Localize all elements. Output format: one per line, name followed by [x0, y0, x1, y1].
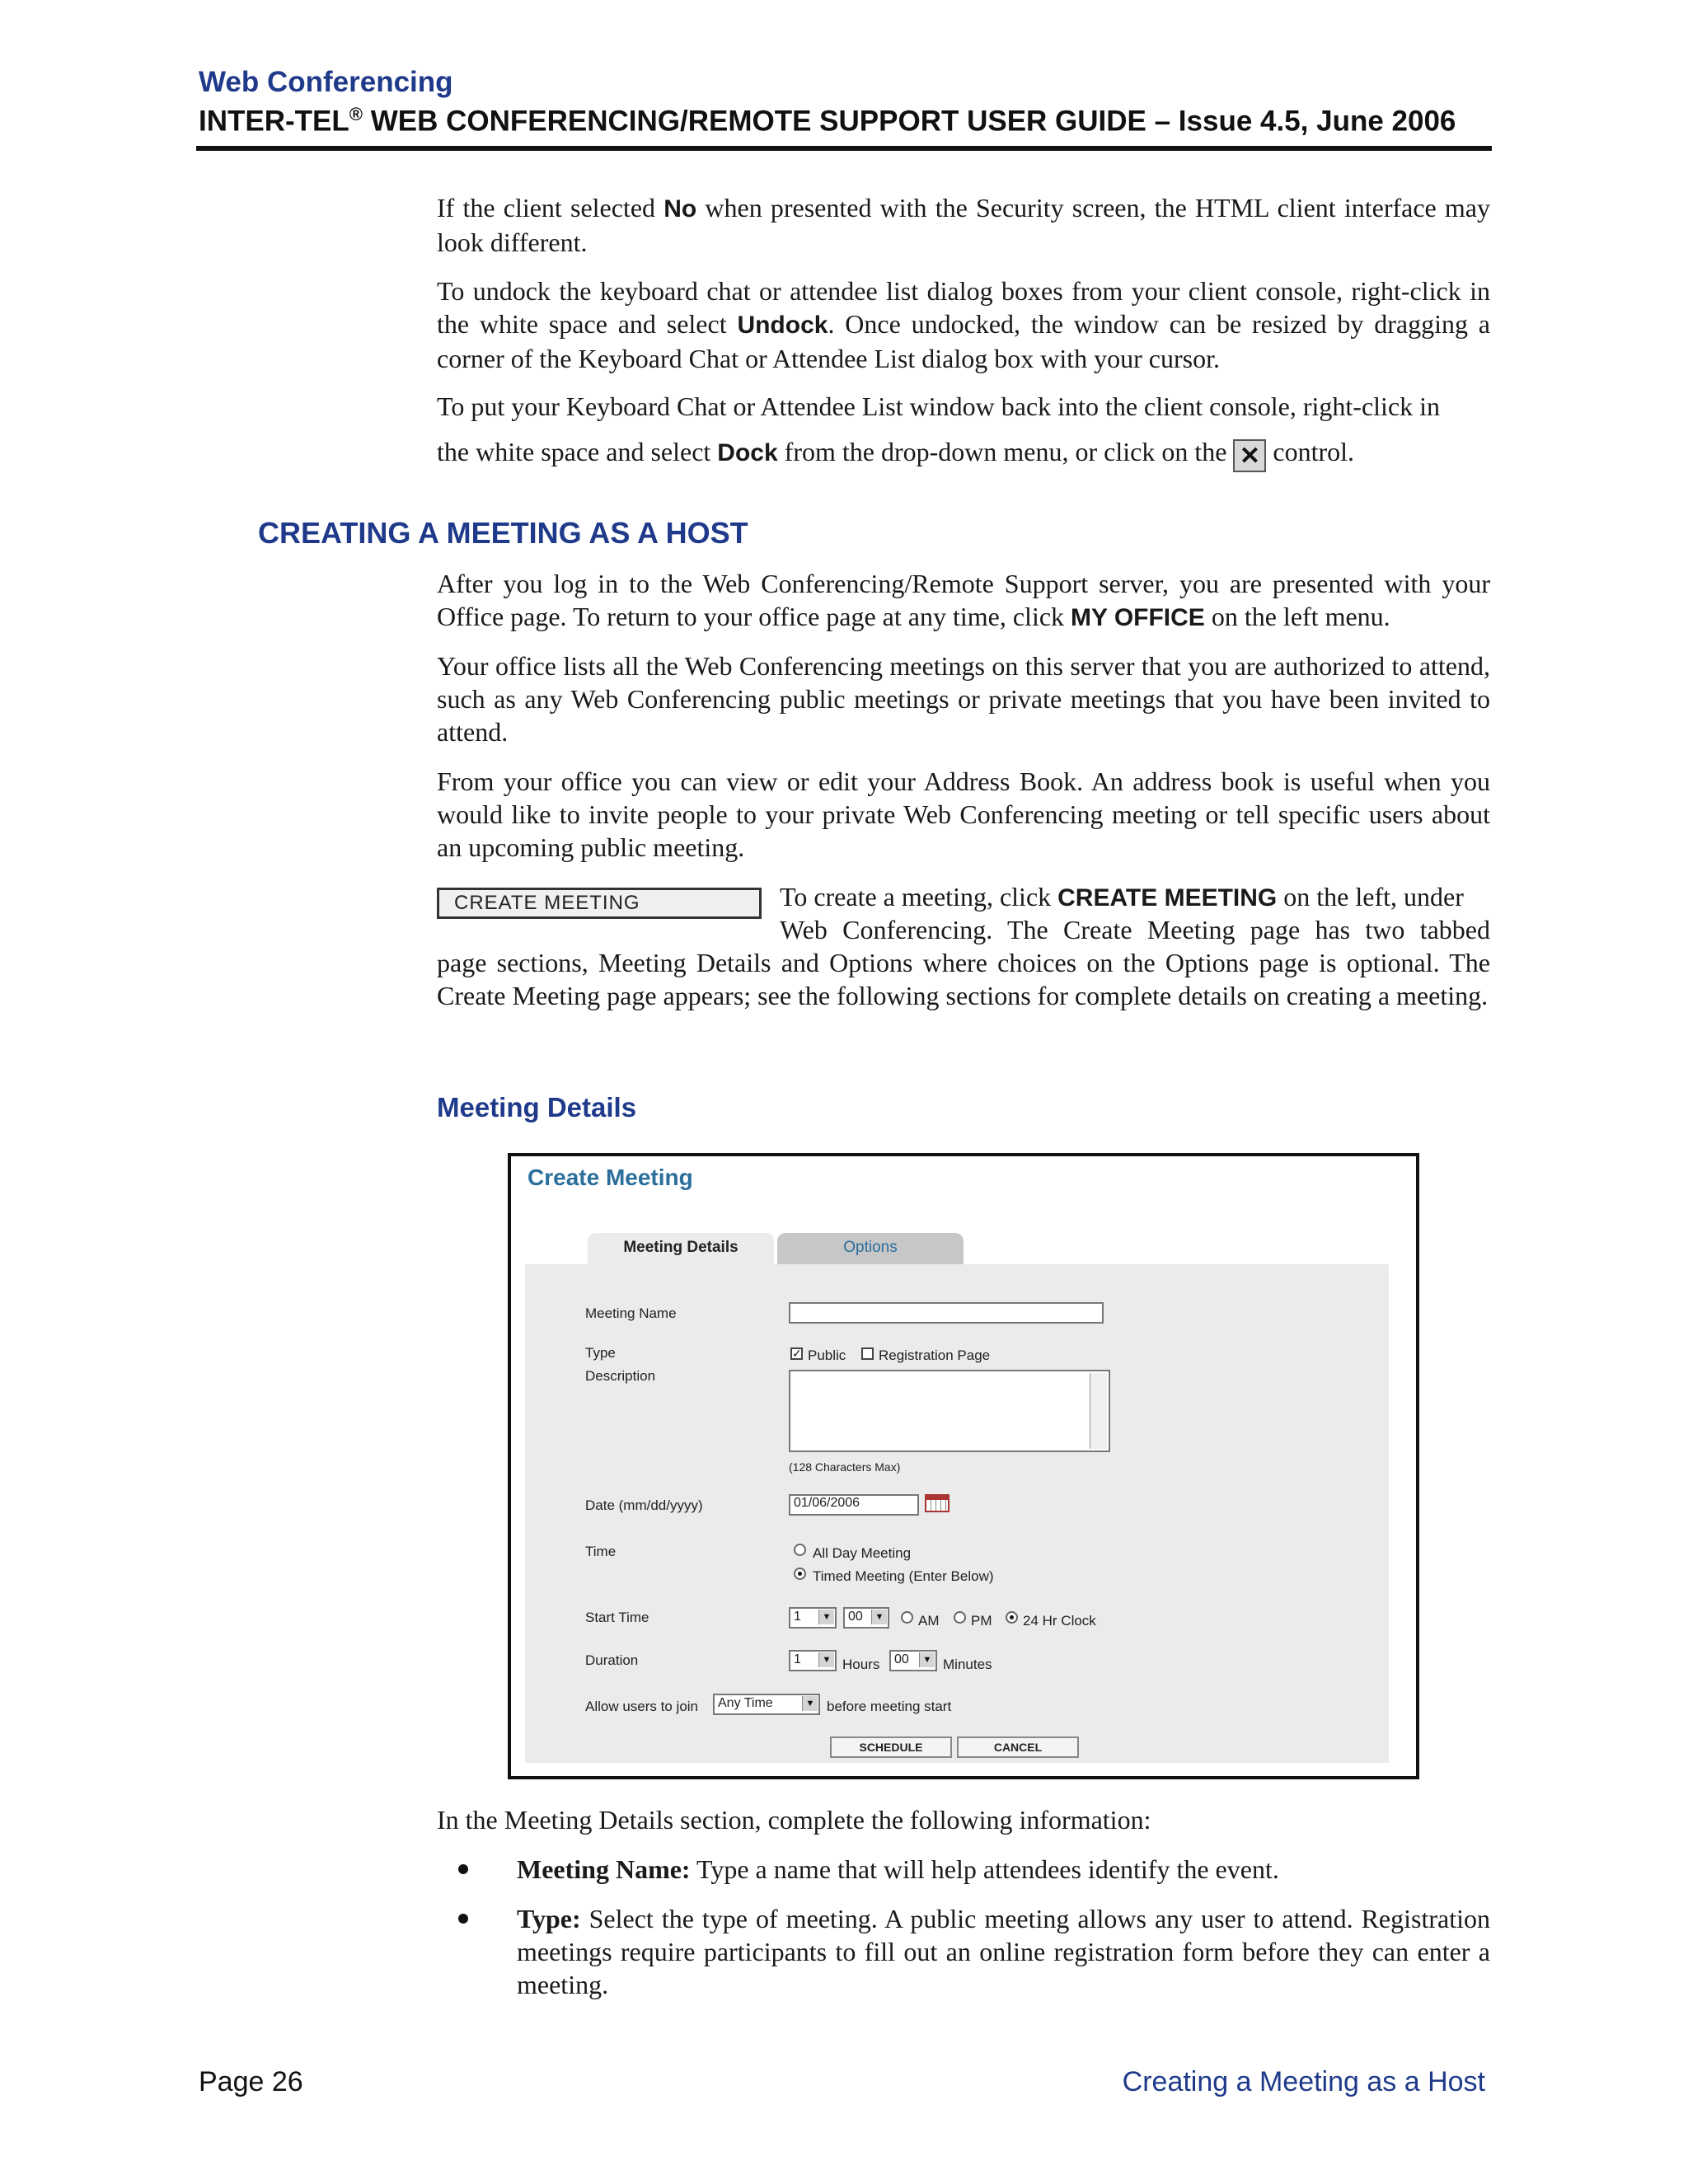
tab-options[interactable]: Options [777, 1233, 964, 1264]
minutes-label: Minutes [943, 1657, 992, 1672]
paragraph-office-list: Your office lists all the Web Conferencing meetings on this server that you are authorized to attend, such as any Web Conferencing public meetings or private meetings that you have been invited to attend. [437, 651, 1490, 747]
label-duration: Duration [585, 1652, 639, 1668]
label-time: Time [585, 1544, 617, 1559]
duration-hours-select[interactable]: 1 ▼ [789, 1650, 837, 1671]
chevron-down-icon: ▼ [871, 1610, 887, 1624]
paragraph-create-line1: To create a meeting, click CREATE MEETING on the left, under [780, 882, 1464, 912]
paragraph-dock-line1: To put your Keyboard Chat or Attendee List window back into the client console, right-click in [437, 391, 1441, 421]
schedule-button[interactable]: SCHEDULE [830, 1736, 952, 1758]
meeting-name-input[interactable] [789, 1302, 1104, 1324]
label-start-time: Start Time [585, 1610, 649, 1625]
label-date: Date (mm/dd/yyyy) [585, 1497, 703, 1513]
bullet-dot [458, 1864, 468, 1874]
registration-label: Registration Page [879, 1347, 991, 1363]
pm-label: PM [971, 1613, 992, 1629]
description-textarea[interactable] [789, 1370, 1110, 1452]
paragraph-create-line2: Web Conferencing. The Create Meeting page has two tabbed [780, 915, 1490, 944]
footer-chapter: Creating a Meeting as a Host [1122, 2066, 1485, 2097]
am-label: AM [918, 1613, 940, 1629]
chevron-down-icon: ▼ [919, 1652, 935, 1667]
hours-label: Hours [842, 1657, 880, 1672]
24hr-clock-radio[interactable] [1006, 1611, 1018, 1624]
form-panel [525, 1264, 1389, 1763]
figure-title: Create Meeting [528, 1165, 693, 1190]
cancel-button[interactable]: CANCEL [957, 1736, 1079, 1758]
paragraph-create-rest: page sections, Meeting Details and Options where choices on the Options page is optional. The Create Meeting page appears; see the following sections for complete details on creating a meeting. [437, 948, 1490, 1010]
label-allow-join: Allow users to join [585, 1699, 699, 1714]
all-day-label: All Day Meeting [813, 1545, 912, 1561]
all-day-radio[interactable] [794, 1544, 806, 1556]
start-hour-select[interactable]: 1 ▼ [789, 1607, 837, 1629]
24hr-clock-label: 24 Hr Clock [1023, 1613, 1096, 1629]
create-meeting-button-image: CREATE MEETING [437, 888, 762, 919]
meeting-details-heading: Meeting Details [437, 1092, 637, 1122]
header-section-title: Web Conferencing [199, 66, 453, 98]
chevron-down-icon: ▼ [802, 1696, 818, 1711]
allow-join-suffix: before meeting start [827, 1699, 952, 1714]
timed-meeting-radio[interactable] [794, 1568, 806, 1580]
paragraph-undock: To undock the keyboard chat or attendee list dialog boxes from your client console, right-click in the white space and select Undock. Once undocked, the window can be resized by dragging a corner of the Keyboard Chat or Attendee List dialog box with your cursor. [437, 276, 1491, 373]
tab-meeting-details[interactable]: Meeting Details [588, 1233, 774, 1264]
label-type: Type [585, 1345, 616, 1361]
description-scrollbar[interactable] [1090, 1373, 1107, 1449]
public-label: Public [808, 1347, 846, 1363]
paragraph-dock-line2: the white space and select Dock from the drop-down menu, or click on the ✕ control. [437, 435, 1490, 472]
close-icon: ✕ [1233, 439, 1266, 472]
date-input[interactable]: 01/06/2006 [789, 1494, 919, 1516]
public-checkbox[interactable]: ✓ [792, 1347, 802, 1360]
pm-radio[interactable] [954, 1611, 966, 1624]
allow-join-select[interactable]: Any Time ▼ [713, 1694, 820, 1715]
document-title: INTER-TEL® WEB CONFERENCING/REMOTE SUPPORT USER GUIDE – Issue 4.5, June 2006 [199, 104, 1456, 138]
paragraph-office: After you log in to the Web Conferencing/Remote Support server, you are presented with your Office page. To return to your office page at any time, click MY OFFICE on the left menu. [437, 569, 1490, 631]
bullet-type: Type: Select the type of meeting. A public meeting allows any user to attend. Registration meetings require participants to fill out an online registration form before they can enter a meeting. [517, 1904, 1490, 1999]
chevron-down-icon: ▼ [818, 1652, 834, 1667]
paragraph-address-book: From your office you can view or edit your Address Book. An address book is useful when you would like to invite people to your private Web Conferencing meeting or tell specific users about an upcoming public meeting. [437, 766, 1490, 862]
paragraph-security: If the client selected No when presented with the Security screen, the HTML client interface may look different. [437, 193, 1491, 257]
label-meeting-name: Meeting Name [585, 1305, 677, 1321]
create-meeting-screenshot [508, 1153, 1419, 1779]
start-minute-select[interactable]: 00 ▼ [843, 1607, 889, 1629]
label-description: Description [585, 1368, 656, 1384]
bullet-meeting-name: Meeting Name: Type a name that will help attendees identify the event. [517, 1854, 1279, 1884]
am-radio[interactable] [901, 1611, 913, 1624]
char-max-hint: (128 Characters Max) [789, 1460, 901, 1474]
timed-meeting-label: Timed Meeting (Enter Below) [813, 1568, 994, 1584]
paragraph-meeting-details-intro: In the Meeting Details section, complete the following information: [437, 1805, 1151, 1835]
duration-minutes-select[interactable]: 00 ▼ [889, 1650, 937, 1671]
chevron-down-icon: ▼ [818, 1610, 834, 1624]
calendar-icon[interactable] [925, 1494, 950, 1512]
page-number: Page 26 [199, 2066, 303, 2097]
registration-checkbox[interactable] [861, 1347, 874, 1360]
section-heading: CREATING A MEETING AS A HOST [258, 516, 748, 550]
header-rule [196, 146, 1492, 151]
bullet-dot [458, 1914, 468, 1924]
